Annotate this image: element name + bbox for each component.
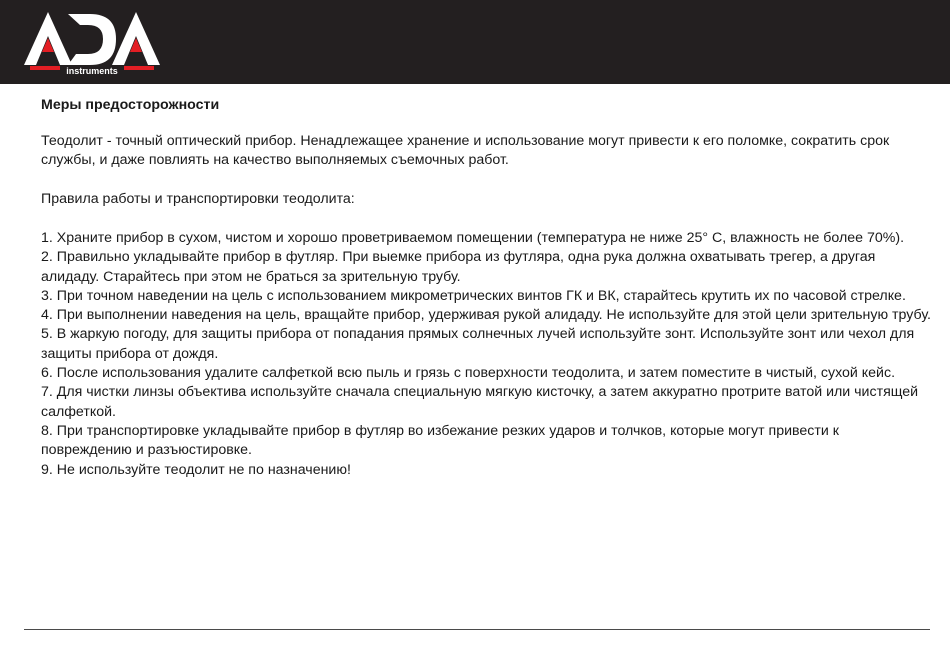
list-item: 1. Храните прибор в сухом, чистом и хорошо проветриваемом помещении (температура не ниже 25° С, влажность не более 70%). xyxy=(41,230,905,246)
list-item: 6. После использования удалите салфеткой всю пыль и грязь с поверхности теодолита, и затем поместите в чистый, сухой кейс. xyxy=(41,365,896,382)
page-title: Меры предосторожности xyxy=(41,97,220,113)
list-item: 4. При выполнении наведения на цель, вращайте прибор, удерживая рукой алидаду. Не используйте для этой цели зрительную трубу. xyxy=(41,307,931,324)
list-item: 9. Не используйте теодолит не по назначению! xyxy=(41,461,351,478)
footer-divider xyxy=(24,629,930,630)
document-body xyxy=(41,96,933,480)
list-item: 8. При транспортировке укладывайте прибор в футляр во избежание резких ударов и толчков, которые могут привести к повреждению и разъюстировке. xyxy=(41,422,839,459)
rules-list xyxy=(41,229,933,480)
intro-paragraph: Теодолит - точный оптический прибор. Ненадлежащее хранение и использование могут привести к его поломке, сократить срок службы, и даже повлиять на качество выполняемых съемочных работ. xyxy=(41,133,890,169)
list-item: 3. При точном наведении на цель с использованием микрометрических винтов ГК и ВК, старайтесь крутить их по часовой стрелке. xyxy=(41,287,906,304)
header-bar xyxy=(0,0,950,84)
ada-logo xyxy=(24,8,160,78)
logo-subtitle: instruments xyxy=(66,66,118,76)
rules-heading: Правила работы и транспортировки теодолита: xyxy=(41,191,355,208)
list-item: 5. В жаркую погоду, для защиты прибора от попадания прямых солнечных лучей используйте зонт. Используйте зонт или чехол для защиты прибора от дождя. xyxy=(41,326,915,362)
list-item: 2. Правильно укладывайте прибор в футляр. При выемке прибора из футляра, одна рука должна охватывать трегер, а другая алидаду. Старайтесь при этом не браться за зрительную трубу. xyxy=(41,249,876,285)
list-item: 7. Для чистки линзы объектива используйте сначала специальную мягкую кисточку, а затем аккуратно протрите ватой или чистящей салфеткой. xyxy=(41,384,919,420)
